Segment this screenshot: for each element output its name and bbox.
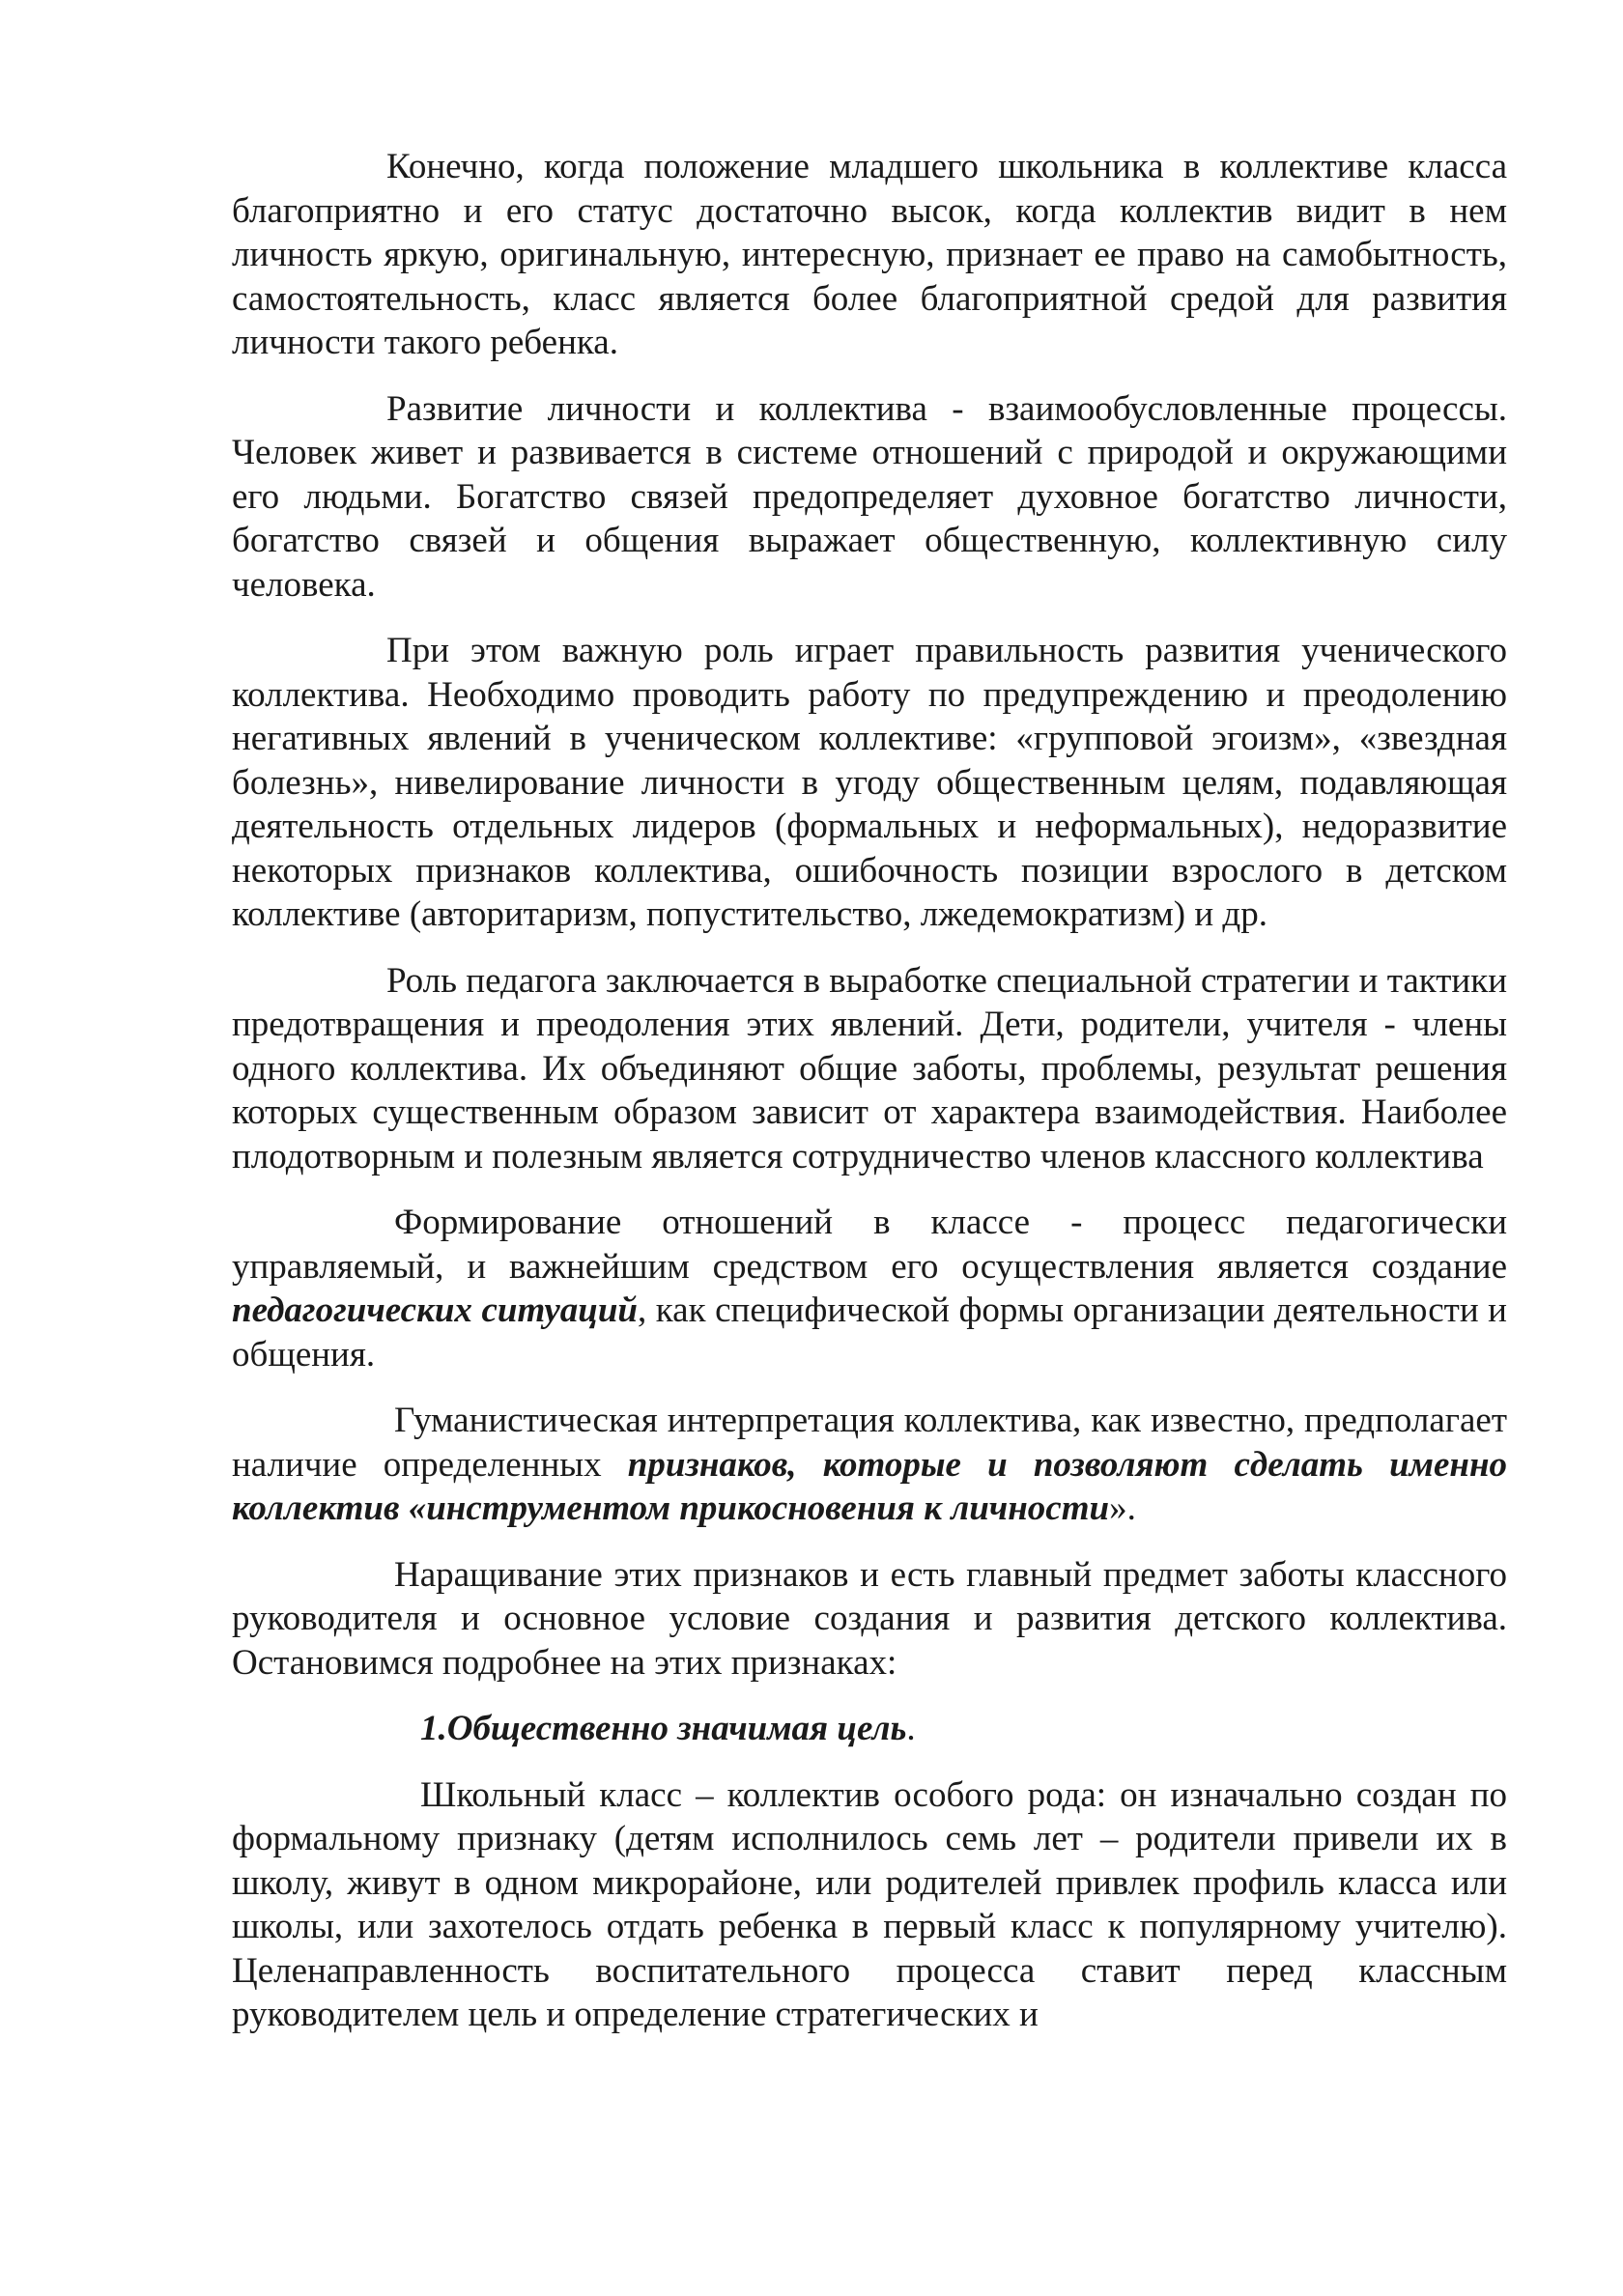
paragraph-2: Развитие личности и коллектива - взаимообусловленные процессы. Человек живет и развивается в системе отношений с природой и окружающими его людьми. Богатство связей предопределяет духовное богатство личности, богатство связей и общения выражает общественную, коллективную силу человека. [232, 388, 1507, 605]
paragraph-5 [232, 1201, 1507, 1376]
document-body [232, 145, 1507, 2059]
paragraph-5-emphasis: педагогических ситуаций [232, 1290, 638, 1330]
paragraph-6-text-before: Гуманистическая интерпретация коллектива, как известно, предполагает наличие определенных [232, 1401, 1507, 1485]
paragraph-4: Роль педагога заключается в выработке специальной стратегии и тактики предотвращения и преодоления этих явлений. Дети, родители, учителя - члены одного коллектива. Их объединяют общие заботы, проблемы, результат решения которых существенным образом зависит от характера взаимодействия. Наиболее плодотворным и полезным является сотрудничество членов классного коллектива [232, 960, 1507, 1176]
section-heading-suffix: . [906, 1709, 916, 1748]
section-heading-text: 1.Общественно значимая цель [420, 1709, 907, 1748]
paragraph-6 [232, 1399, 1507, 1531]
paragraph-6-emphasis: признаков, которые и позволяют сделать именно коллектив «инструментом прикосновения к личности [232, 1444, 1508, 1528]
paragraph-1: Конечно, когда положение младшего школьника в коллективе класса благоприятно и его статус достаточно высок, когда коллектив видит в нем личность яркую, оригинальную, интересную, признает ее право на самобытность, самостоятельность, класс является более благоприятной средой для развития личности такого ребенка. [232, 147, 1507, 362]
paragraph-7: Наращивание этих признаков и есть главный предмет заботы классного руководителя и основное условие создания и развития детского коллектива. Остановимся подробнее на этих признаках: [232, 1554, 1507, 1683]
paragraph-5-text-after: , как специфической формы организации деятельности и общения. [232, 1290, 1507, 1375]
paragraph-8: Школьный класс – коллектив особого рода: он изначально создан по формальному признаку (детям исполнилось семь лет – родители привели их в школу, живут в одном микрорайоне, или родителей привлек профиль класса или школы, или захотелось отдать ребенка в первый класс к популярному учителю). Целенаправленность воспитательного процесса ставит перед классным руководителем цель и определение стратегических и [232, 1774, 1507, 2034]
paragraph-5-text-before: Формирование отношений в классе - процесс педагогически управляемый, и важнейшим средством его осуществления является создание [232, 1203, 1507, 1287]
paragraph-3: При этом важную роль играет правильность развития ученического коллектива. Необходимо проводить работу по предупреждению и преодолению негативных явлений в ученическом коллективе: «групповой эгоизм», «звездная болезнь», нивелирование личности в угоду общественным целям, подавляющая деятельность отдельных лидеров (формальных и неформальных), недоразвитие некоторых признаков коллектива, ошибочность позиции взрослого в детском коллективе (авторитаризм, попустительство, лжедемократизм) и др. [232, 631, 1507, 934]
section-heading [232, 1707, 1507, 1751]
paragraph-6-text-after: ». [1109, 1488, 1136, 1528]
